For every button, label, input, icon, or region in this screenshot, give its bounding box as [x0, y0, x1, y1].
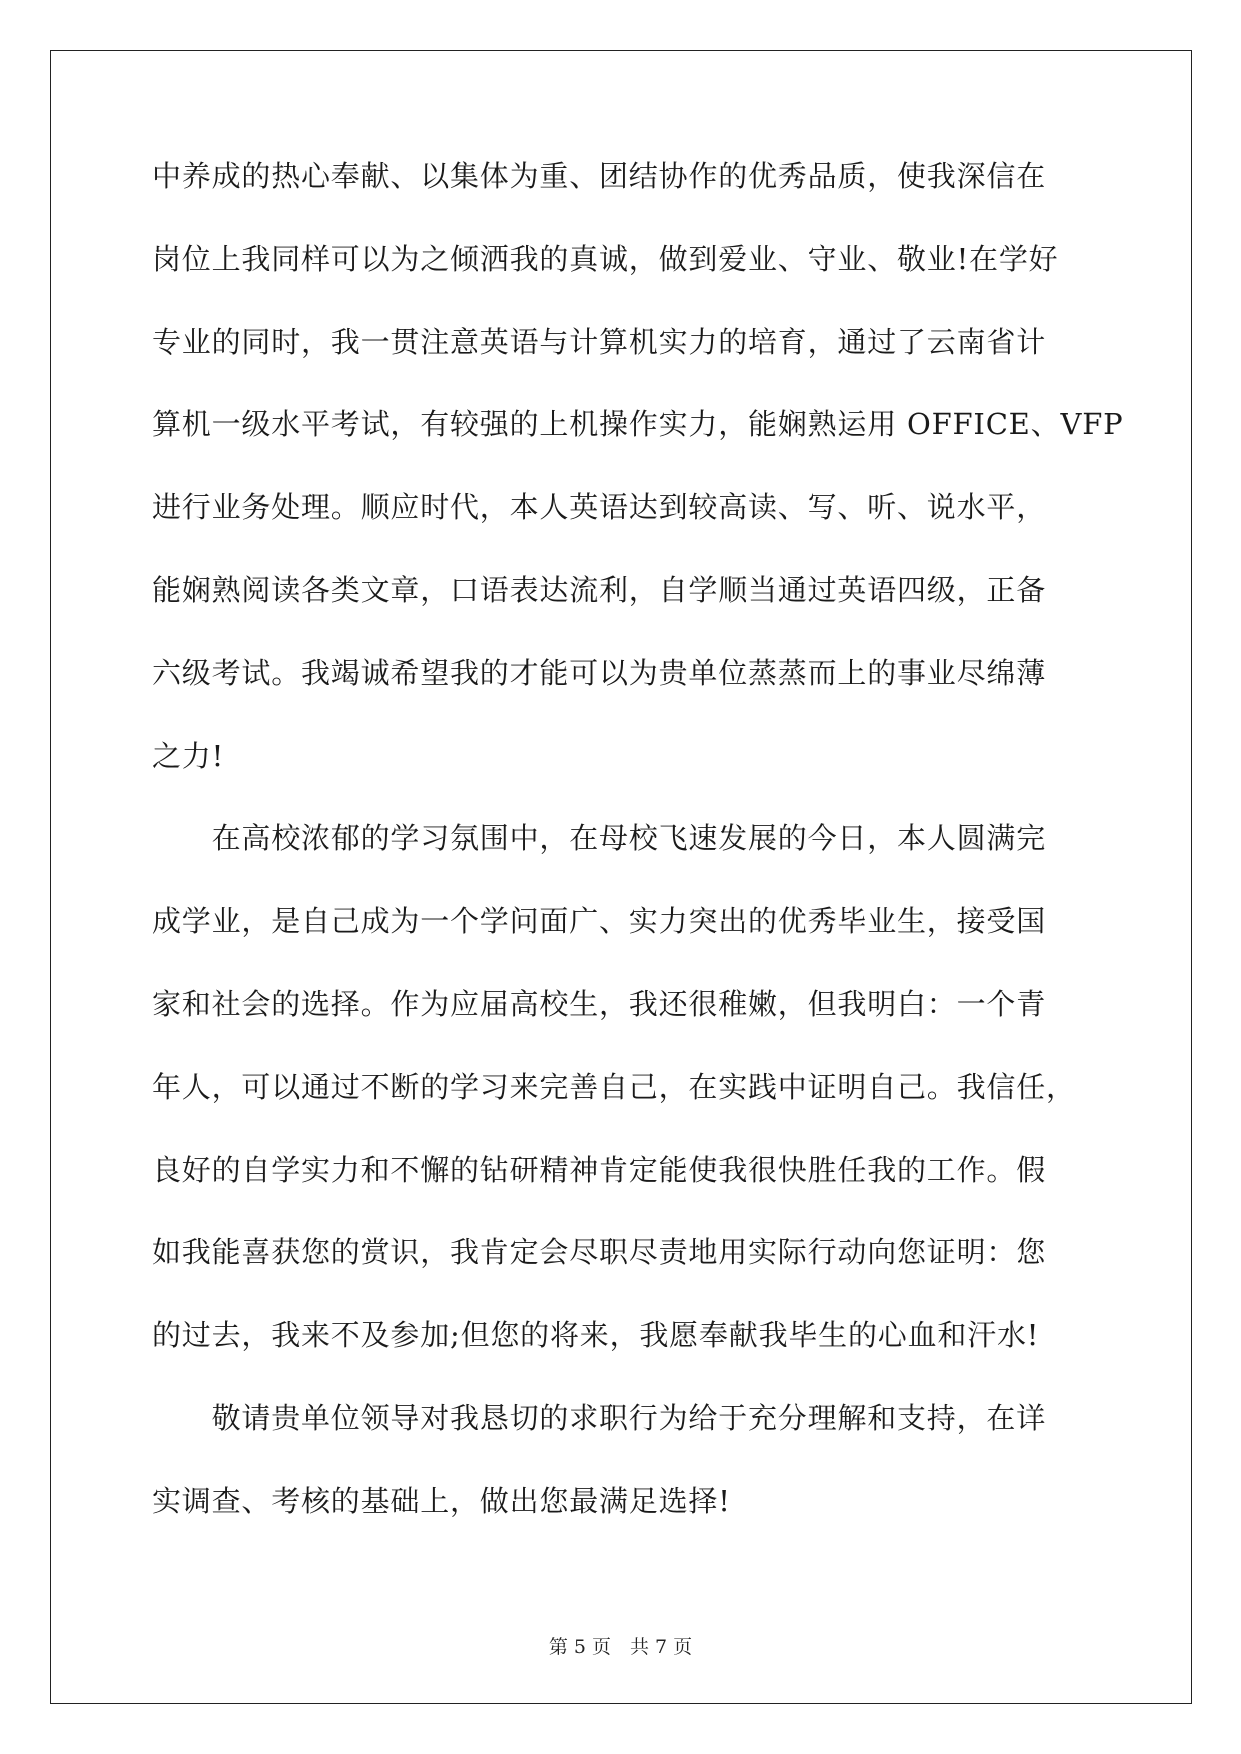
- text-line: 年人，可以通过不断的学习来完善自己，在实践中证明自己。我信任，: [152, 1069, 1076, 1104]
- page-footer: 第 5 页 共 7 页: [548, 1636, 693, 1658]
- text-line: 的过去，我来不及参加;但您的将来，我愿奉献我毕生的心血和汗水!: [152, 1318, 1040, 1353]
- text-line: 岗位上我同样可以为之倾洒我的真诚，做到爱业、守业、敬业!在学好: [152, 241, 1059, 276]
- text-line: 六级考试。我竭诚希望我的才能可以为贵单位蒸蒸而上的事业尽绵薄: [152, 655, 1047, 690]
- text-line: 算机一级水平考试，有较强的上机操作实力，能娴熟运用 OFFICE、VFP: [152, 407, 1124, 442]
- text-line: 专业的同时，我一贯注意英语与计算机实力的培育，通过了云南省计: [152, 324, 1047, 359]
- text-line: 良好的自学实力和不懈的钻研精神肯定能使我很快胜任我的工作。假: [152, 1152, 1047, 1187]
- text-line: 中养成的热心奉献、以集体为重、团结协作的优秀品质，使我深信在: [152, 159, 1047, 193]
- document-body: [152, 158, 1124, 1566]
- text-line: 进行业务处理。顺应时代，本人英语达到较高读、写、听、说水平，: [152, 490, 1047, 525]
- text-line: 成学业，是自己成为一个学问面广、实力突出的优秀毕业生，接受国: [152, 904, 1047, 939]
- text-line: 家和社会的选择。作为应届高校生，我还很稚嫩，但我明白：一个青: [152, 986, 1047, 1021]
- text-line: 之力!: [152, 738, 225, 773]
- text-line: 敬请贵单位领导对我恳切的求职行为给于充分理解和支持，在详: [152, 1400, 1047, 1435]
- text-line: 在高校浓郁的学习氛围中，在母校飞速发展的今日，本人圆满完: [152, 821, 1047, 856]
- text-line: 如我能喜获您的赏识，我肯定会尽职尽责地用实际行动向您证明：您: [152, 1235, 1047, 1270]
- text-line: 实调查、考核的基础上，做出您最满足选择!: [152, 1483, 731, 1518]
- text-line: 能娴熟阅读各类文章，口语表达流利，自学顺当通过英语四级，正备: [152, 572, 1047, 607]
